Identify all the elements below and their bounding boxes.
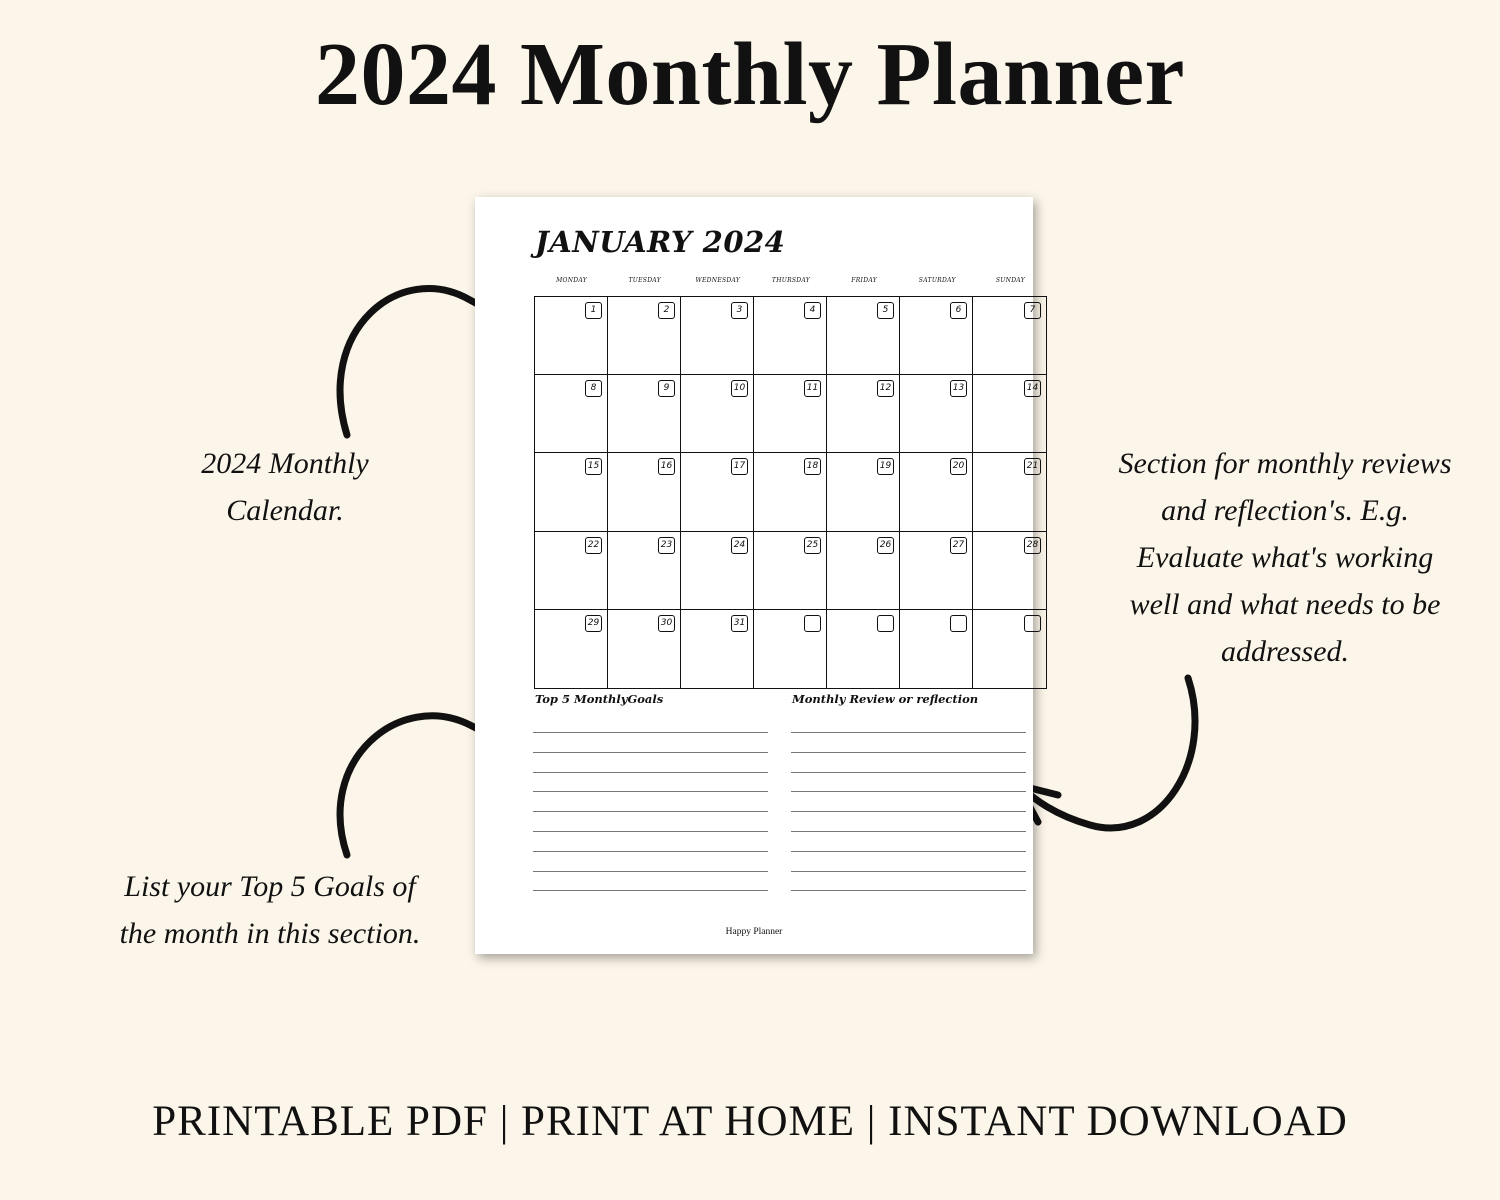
day-cell [827,610,900,688]
weekday-label: FRIDAY [851,277,877,284]
writing-line [533,831,768,832]
day-number-box: 5 [877,302,894,319]
note-line: addressed. [1220,635,1350,668]
day-number-box: 30 [658,615,675,632]
day-cell [827,453,900,531]
day-number-box: 8 [585,380,602,397]
day-number-box [877,615,894,632]
note-line: Section for monthly reviews [1118,447,1452,480]
day-number-box: 29 [585,615,602,632]
weekday-label: TUESDAY [628,277,661,284]
day-cell [535,453,608,531]
day-cell [608,375,681,453]
day-cell [973,532,1046,610]
day-cell [608,610,681,688]
goals-writing-lines [533,732,768,910]
weekday-label: MONDAY [556,277,588,284]
note-line: the month in this section. [119,917,421,950]
day-number-box: 17 [731,458,748,475]
day-number-box: 18 [804,458,821,475]
writing-line [791,871,1026,872]
day-cell [973,453,1046,531]
writing-line [533,772,768,773]
day-cell [900,610,973,688]
weekday-label: WEDNESDAY [695,277,741,284]
day-number-box: 3 [731,302,748,319]
day-number-box: 2 [658,302,675,319]
day-cell [754,297,827,375]
day-number-box: 12 [877,380,894,397]
day-number-box: 10 [731,380,748,397]
note-line: 2024 Monthly [201,447,369,480]
writing-line [791,811,1026,812]
planner-sheet [475,197,1039,954]
goals-section-label: Top 5 MonthlyGoals [535,692,664,706]
day-cell [973,297,1046,375]
day-number-box: 14 [1024,380,1041,397]
day-number-box: 25 [804,537,821,554]
writing-line [533,890,768,891]
note-line: Calendar. [226,494,344,527]
goals-note [75,863,465,957]
weekday-label: SATURDAY [918,277,956,284]
arrow-to-review [1018,678,1195,828]
day-number-box: 24 [731,537,748,554]
day-number-box: 23 [658,537,675,554]
weekday-label: THURSDAY [771,277,811,284]
day-cell [535,297,608,375]
review-writing-lines [791,732,1026,910]
writing-line [791,772,1026,773]
review-note [1080,440,1490,675]
headline: 2024 Monthly Planner [314,25,1185,124]
writing-line [533,752,768,753]
day-cell [681,297,754,375]
day-cell [900,375,973,453]
day-number-box [804,615,821,632]
day-cell [973,610,1046,688]
day-number-box: 4 [804,302,821,319]
day-number-box: 9 [658,380,675,397]
day-cell [681,610,754,688]
day-number-box: 28 [1024,537,1041,554]
day-number-box: 15 [585,458,602,475]
day-cell [827,297,900,375]
day-cell [681,375,754,453]
day-number-box: 19 [877,458,894,475]
review-section-label: Monthly Review or reflection [792,692,979,706]
day-cell [535,532,608,610]
day-number-box: 26 [877,537,894,554]
writing-line [533,732,768,733]
day-number-box: 13 [950,380,967,397]
day-number-box: 1 [585,302,602,319]
day-number-box: 20 [950,458,967,475]
day-cell [608,297,681,375]
note-line: List your Top 5 Goals of [124,870,416,903]
writing-line [791,890,1026,891]
note-line: well and what needs to be [1129,588,1441,621]
writing-line [533,791,768,792]
day-cell [754,453,827,531]
calendar-note [160,440,410,534]
day-cell [681,453,754,531]
weekday-header [535,277,1047,284]
day-number-box: 21 [1024,458,1041,475]
day-cell [535,610,608,688]
month-title: JANUARY 2024 [535,225,786,259]
day-cell [608,532,681,610]
day-cell [900,453,973,531]
day-cell [900,532,973,610]
sheet-footer: Happy Planner [725,927,783,937]
writing-line [791,851,1026,852]
day-number-box: 6 [950,302,967,319]
day-cell [900,297,973,375]
writing-line [533,811,768,812]
footer-banner: PRINTABLE PDF | PRINT AT HOME | INSTANT DOWNLOAD [152,1098,1348,1145]
writing-line [791,732,1026,733]
writing-line [791,831,1026,832]
writing-line [533,851,768,852]
day-number-box [950,615,967,632]
note-line: Evaluate what's working [1136,541,1434,574]
writing-line [791,752,1026,753]
day-cell [608,453,681,531]
day-cell [827,375,900,453]
day-number-box: 16 [658,458,675,475]
day-cell [973,375,1046,453]
note-line: and reflection's. E.g. [1161,494,1409,527]
day-cell [754,375,827,453]
day-cell [754,610,827,688]
writing-line [533,871,768,872]
day-number-box: 7 [1024,302,1041,319]
day-cell [754,532,827,610]
calendar-grid [534,296,1047,689]
day-cell [535,375,608,453]
day-number-box [1024,615,1041,632]
day-number-box: 22 [585,537,602,554]
day-number-box: 11 [804,380,821,397]
day-cell [681,532,754,610]
weekday-label: SUNDAY [995,277,1025,284]
day-number-box: 31 [731,615,748,632]
day-cell [827,532,900,610]
day-number-box: 27 [950,537,967,554]
writing-line [791,791,1026,792]
